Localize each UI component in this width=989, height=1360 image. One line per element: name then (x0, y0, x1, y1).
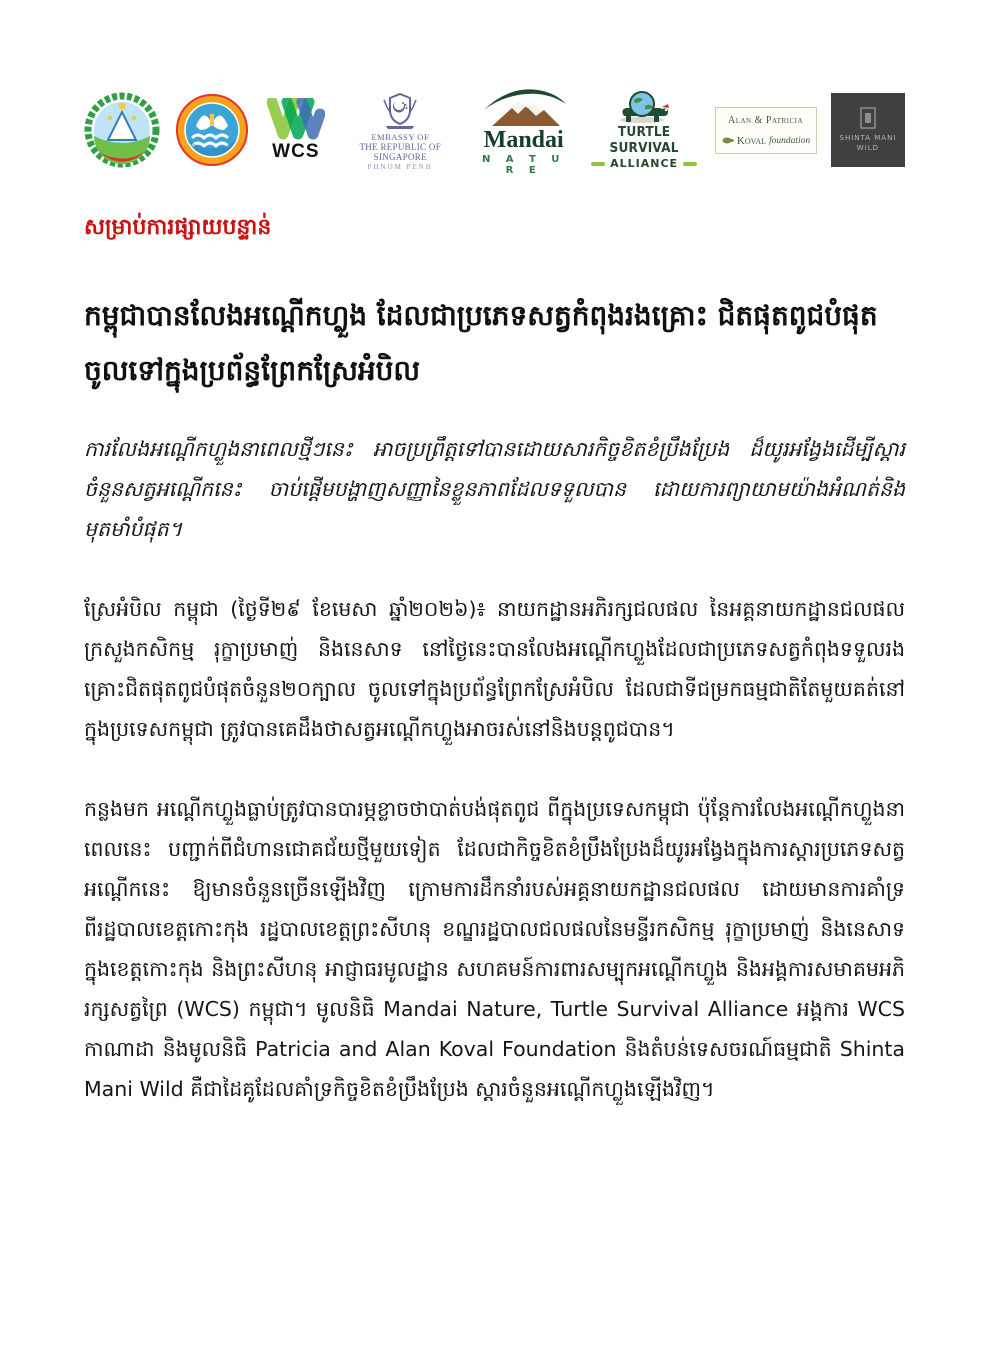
shinta-line2: WILD (856, 144, 880, 152)
koval-names: Alan & Patricia (728, 114, 804, 126)
koval-foundation-label: foundation (769, 135, 811, 146)
immediate-release-label: សម្រាប់ការផ្សាយបន្ទាន់ (84, 215, 272, 240)
koval-foundation-logo (715, 107, 817, 154)
mandai-nature-label: N A T U R E (481, 154, 566, 176)
wcs-acronym: WCS (272, 140, 320, 162)
mandai-wordmark: Mandai (483, 127, 564, 153)
koval-turtle-icon (721, 136, 734, 145)
tsa-dash-left-icon (591, 162, 605, 166)
singapore-embassy-crest-icon (376, 90, 424, 130)
singapore-embassy-logo (341, 90, 459, 171)
tsa-dash-right-icon (683, 162, 697, 166)
mandai-mountain-icon (478, 84, 570, 128)
shinta-mani-label (840, 133, 897, 154)
wcs-logo (265, 98, 327, 163)
turtle-survival-alliance-logo (588, 90, 700, 170)
lead-paragraph: ការលែងអណ្ដើកហ្លួងនាពេលថ្មីៗនេះ អាចប្រព្រឹត្តទៅបានដោយសារកិច្ចខិតខំប្រឹងប្រែង ដ៏យូរអង្វែងដើម្បីស្ដារចំនួនសត្វអណ្ដើកនេះ ចាប់ផ្ដើមបង្ហាញសញ្ញានៃខ្លួនភាពដែលទទួលបាន ដោយការព្យាយាមយ៉ាងអំណត់និងមុតមាំបំផុត។ (84, 437, 905, 542)
wcs-w-mark-icon (267, 98, 325, 140)
press-release-page (0, 80, 989, 1360)
embassy-line2: THE REPUBLIC OF SINGAPORE (359, 141, 442, 162)
shinta-mani-wild-logo (831, 93, 905, 167)
body-paragraph-1: ស្រែអំបិល កម្ពុជា (ថ្ងៃទី២៩ ខែមេសា ឆ្នាំ២០២៦)៖ នាយកដ្ឋានអភិរក្សជលផល នៃអគ្គនាយកដ្ឋានជលផល ក្រសួងកសិកម្ម រុក្ខាប្រមាញ់ និងនេសាទ នៅថ្ងៃនេះបានលែងអណ្ដើកហ្លួងដែលជាប្រភេទសត្វកំពុងទទួលរងគ្រោះជិតផុតពូជបំផុតចំនួន២០ក្បាល ចូលទៅក្នុងប្រព័ន្ធព្រែកស្រែអំបិល ដែលជាទីជម្រកធម្មជាតិតែមួយគត់នៅក្នុងប្រទេសកម្ពុជា ត្រូវបានគេដឹងថាសត្វអណ្ដើកហ្លួងអាចរស់នៅនិងបន្តពូជបាន។ (84, 597, 905, 742)
mandai-nature-logo (474, 84, 574, 176)
turtle-globe-icon (612, 90, 676, 124)
shinta-line1: SHINTA MANI (839, 133, 897, 142)
fisheries-administration-seal-icon (174, 92, 250, 168)
embassy-line1: EMBASSY OF (371, 131, 430, 142)
maff-seal-logo (84, 92, 160, 168)
tsa-alliance-label: ALLIANCE (610, 157, 679, 170)
tsa-line2-wrap (591, 157, 697, 170)
body-paragraph-2: កន្លងមក អណ្ដើកហ្លួងធ្លាប់ត្រូវបានបារម្ភខ្លាចថាបាត់បង់ផុតពូជ ពីក្នុងប្រទេសកម្ពុជា ប៉ុន្តែការលែងអណ្ដើកហ្លួងនាពេលនេះ បញ្ជាក់ពីជំហានជោគជ័យថ្មីមួយទៀត ដែលជាកិច្ចខិតខំប្រឹងប្រែងដ៏យូរអង្វែងក្នុងការស្ដារប្រភេទសត្វអណ្ដើកនេះ ឱ្យមានចំនួនច្រើនឡើងវិញ ក្រោមការដឹកនាំរបស់អគ្គនាយកដ្ឋានជលផល ដោយមានការគាំទ្រពីរដ្ឋបាលខេត្តកោះកុង រដ្ឋបាលខេត្តព្រះសីហនុ ខណ្ឌរដ្ឋបាលជលផលនៃមន្ទីរកសិកម្ម រុក្ខាប្រមាញ់ និងនេសាទ ក្នុងខេត្តកោះកុង និងព្រះសីហនុ អាជ្ញាធរមូលដ្ឋាន សហគមន៍ការពារសម្បុកអណ្ដើកហ្លួង និងអង្គការសមាគមអភិរក្សសត្វព្រៃ (WCS) កម្ពុជា។ មូលនិធិ Mandai Nature, Turtle Survival Alliance អង្គការ WCS កាណាដា និងមូលនិធិ Patricia and Alan Koval Foundation និងតំបន់ទេសចរណ៍ធម្មជាតិ Shinta Mani Wild គឺជាដៃគូដែលគាំទ្រកិច្ចខិតខំប្រឹងប្រែង ស្ដារចំនួនអណ្ដើកហ្លួងឡើងវិញ។ (84, 797, 905, 1101)
headline: កម្ពុជាបានលែងអណ្ដើកហ្លួង ដែលជាប្រភេទសត្វកំពុងរងគ្រោះ ជិតផុតពូជបំផុត ចូលទៅក្នុងប្រព័ន្ធព្រែកស្រែអំបិល (84, 299, 878, 387)
koval-surname: Koval (736, 134, 767, 147)
embassy-line3: PHNOM PENH (367, 162, 433, 171)
document-body (0, 80, 989, 1110)
koval-wordmark-row (721, 135, 810, 147)
fia-seal-logo (174, 92, 250, 168)
partner-logo-strip (84, 80, 905, 180)
shinta-mani-door-icon (860, 107, 876, 129)
ministry-agriculture-seal-icon (84, 92, 160, 168)
tsa-line1: TURTLE SURVIVAL (609, 124, 679, 156)
